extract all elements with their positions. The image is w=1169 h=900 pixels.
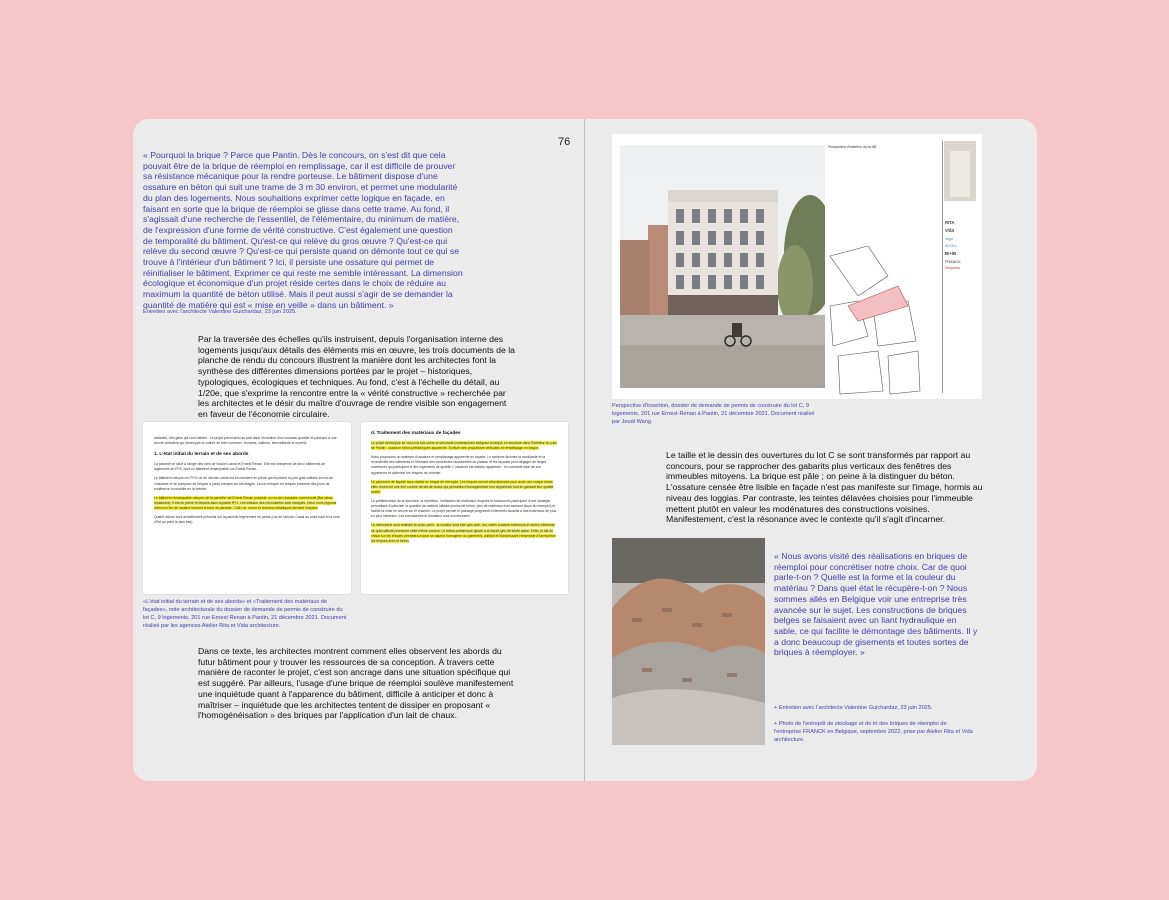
building-rendering-image [620,145,825,388]
permit-board [612,134,982,399]
doc-text: Quatre arbres sont actuellement présents sur la parcelle légèrement en pente (rue de l'ancien Canal au point haut et la cour d'îlot au point le plus bas). [154,515,340,525]
doc-text: Le bâtiment mitoyen en R+5 rue de l'ancien canal est en meulière en pierre qui reçoivent la joint gras vallidan en rez-de-chaussée et se compose de briques à joints creusés sur les étages. La rue mitoyen en briques présente des jours de souffrance à conduite en la refonte. [154,476,335,491]
doc-heading: 1. L'état initial du terrain et de ses abords [154,452,249,458]
document-scan-facades [361,422,568,594]
body-paragraph: Le taille et le dessin des ouvertures du lot C se sont transformés par rapport au concours, pour se rapprocher des gabarits plus verticaux des fenêtres des immeubles mitoyens. La brique est pâle ; on peine à la distinguer du béton. L'ossature censée être lisible en façade n'est pas manifeste sur l'image, hormis au niveau des loggias. Par contraste, les teintes délavées choisies pour l'immeuble mettent plutôt en valeur les modénatures des constructions voisines. Manifestement, c'est la résonance avec le contexte qu'il s'agit d'incarner. [666,450,983,525]
body-paragraph: Dans ce texte, les architectes montrent comment elles observent les abords du futur bâtiment pour y trouver les ressources de sa conception. À travers cette manière de raconter le projet, c'est son ancrage dans une situation spécifique qui est suggéré. Par ailleurs, l'usage d'une brique de réemploi soulève manifestement une inquiétude quant à l'apparence du bâtiment, difficile à anticiper et donc à maîtriser – inquiétude que les architectes tentent de dissiper en proposant « l'homogénéisation » des briques par l'application d'un lait de chaux. [198,646,514,721]
doc-heading: d. Traitement des matériaux de façades [371,431,461,436]
brick-pile-image [612,538,765,745]
doc-text: Nous proposons un système d'ossature et remplissage apparents en façade. Le système favorise la modularité et la réversibilité des bâtiments et l'élément des contraintes structurelles du plateau et les façades pour dégager de larges ouvertures qui participent à des logements de qualité. L'ossature est laissée apparente : en contraste total de son apparence et optimiser les briques de chantier. [371,455,547,475]
book-gutter [584,119,585,781]
board-title: Perspective d'insertion du lot 8B [828,145,877,149]
documents-caption: «L'état initial du terrain et de ses abords» et «Traitement des matériaux de façades», note architecturale du dossier de demande de permis de construire du lot C, 9 logements, 201 rue Ernest Renan à Pantin, 21 décembre 2021. Document réalisé par les agences Atelier Rita et Vida architecture. [143,599,347,630]
doc-highlighted-text: Le parement de façade sera réalisé en brique de réemploi. Les briques seront sélectionnées pour avoir une unique teinte, elles recevront une fine couche de lait de chaux qui permettra d'homogénéiser leur apparence tout en gardant leur qualité tactile. [371,479,554,494]
doc-text: La préfabrication de la structure, la répétition, l'utilisation de matériaux recyclés et biosourcés participent d'une stratégie permettant d'optimiser la quantité de matière utilisée (moins de béton, plus de matériaux bas carbone issus du réemploi) et facilite la mise en œuvre sur le chantier. Le projet permet le passage progressif d'éléments isolants à des matériaux de plus en plus minéraux. Les menuiseries et l'isolation sont coordonnées. [371,498,557,519]
quote-source: Entretien avec l'architecte Valentine Guichardaz, 23 juin 2025. [143,309,297,315]
pull-quote: « Pourquoi la brique ? Parce que Pantin. Dès le concours, on s'est dit que cela pouvait être de la brique de réemploi en remplissage, car il est difficile de prouver sa résistance mécanique pour la rendre porteuse. Le bâtiment dispose d'une ossature en béton qui suit une trame de 3 m 30 environ, et permet une modularité du plan des logements. Nous souhaitions exprimer cette logique en façade, en faisant en sorte que la brique de réemploi se glisse dans cette trame. Au fond, il s'agissait d'une recherche de l'essentiel, de l'élémentaire, du minimum de matière, de l'expression d'une forme de vérité constructive. C'est également une question de temporalité du bâtiment. Qu'est-ce qui relève du gros œuvre ? Qu'est-ce qui relève du second œuvre ? Qu'est-ce qui persiste quand on démonte tout ce qui se trouve à l'intérieur d'un bâtiment ? Ici, il persiste une ossature qui permet de réinitialiser le bâtiment. Exprimer ce qui reste me semble intéressant. La dimension écologique et économique d'un projet réside certes dans le choix de réduire au maximum la quantité de béton utilisé. Mais il peut aussi s'agir de se demander la quantité de matière qui est « mise en veille » dans un bâtiment. » [143,150,463,310]
document-scan-terrain [143,422,351,594]
title-block-thumbnail [944,141,976,201]
board-caption: Perspective d'insertion, dossier de demande de permis de construire du lot C, 9 logements, 201 rue Ernest-Renan à Pantin, 21 décembre 2021. Document réalisé par Jeudi Wang. [612,403,815,426]
doc-text: La parcelle se situe à l'angle des rues de l'ancien canal et Ernest Renan. Elle est mitoyenne de deux bâtiments de logements en R+5, dont un bâtiment remarquable rue Ernest Renan. [154,462,326,472]
cartouche-logo: FRANCK [945,260,961,264]
body-paragraph: Par la traversée des échelles qu'ils instruisent, depuis l'organisation interne des logements jusqu'aux détails des éléments mis en œuvre, les trois documents de la planche de rendu du concours illustrent la manière dont les architectes font la synthèse des différentes dimensions portées par le projet – historiques, typologiques, écologiques et techniques. Au fond, c'est à l'échelle du détail, au 1/20e, que s'exprime la rencontre entre la « vérité constructive » recherchée par les architectes et le désir du maître d'ouvrage de rendre visible son engagement en faveur de l'économie circulaire. [198,334,515,419]
photo-note: + Photo de l'entrepôt de stockage et de tri des briques de réemploi de l'entreprise FRANCK en Belgique, septembre 2022, prise par Atelier Rita et Vida architecture. [774,721,973,744]
page-number: 76 [558,136,571,148]
title-block [942,141,977,393]
cartouche-logo: B!+/B [945,251,957,256]
pull-quote: « Nous avons visité des réalisations en briques de réemploi pour concrétiser notre choix. Car de quoi parle-t-on ? Quelle est la forme et la couleur du matériau ? Dans quel état le récupère-t-on ? Nous sommes allés en Belgique voir une entreprise très avancée sur le sujet. Les constructions de briques belges se faisaient avec un liant hydraulique en sable, ce qui facilite le démontage des bâtiments. Il y a donc beaucoup de gisements et toutes sortes de briques à réemployer. » [774,551,978,658]
doc-highlighted-text: Le projet développé se veut à la fois sobre et structurel contemporain intégrant la brique en structure dans l'intérieur du parc de Pantin : ossature béton préfabriquée apparente. Écriture des proportions verticales et remplissage en brique. [371,441,557,451]
cartouche-logo: Sequens [945,266,960,270]
cartouche-logo: RITA [945,220,955,225]
cartouche-logo: ollgo [945,237,954,241]
doc-text: abstraire, des gens qui vont habiter : Le projet prend ainsi sa part dans l'évolution d'un nouveau quartier et participe à une œuvre collective qui développe la culture du bien commun : textures, calibres, bienveillants et ouverts. [154,436,337,446]
site-plan [828,246,922,396]
doc-highlighted-text: La menuiserie sera réalisée en acier peint : la couleur sera bien gris clair. Les volets roulants extérieurs et autres éléments de quincaillerie prendront cette même couleur. Le béton préfabriqué ajouté à la lasure gris de teinte claire. Enfin, le lait de chaux sur les briques permettra d'avoir un aspect homogène du parement, unifiant et blanchissant l'ensemble d'harmoniser les briques avec le béton. [371,523,556,543]
brick-stockpile-photo [612,538,765,745]
perspective-rendering [620,145,825,388]
doc-highlighted-text: Le bâtiment remarquable mitoyen de la parcelle rue Ernest Renan possède un rez-de-chaussée commercial (Bar tabac restaurant). Il est en pierre et briques dans la partie R+1. Les linteaux des menuiseries sont marqués. Deux murs pignons d'environ 5m de hauteur ferment le fond de parcelle. Côté rue, muret et clôtures métalliques ferment l'espace. [154,495,337,510]
interview-note: + Entretien avec l'architecte Valentine Guichardaz, 23 juin 2025. [774,705,933,711]
book-spread [133,119,1037,781]
cartouche-logo: ACOLL [945,244,958,248]
cartouche-logo: vida [945,228,955,234]
